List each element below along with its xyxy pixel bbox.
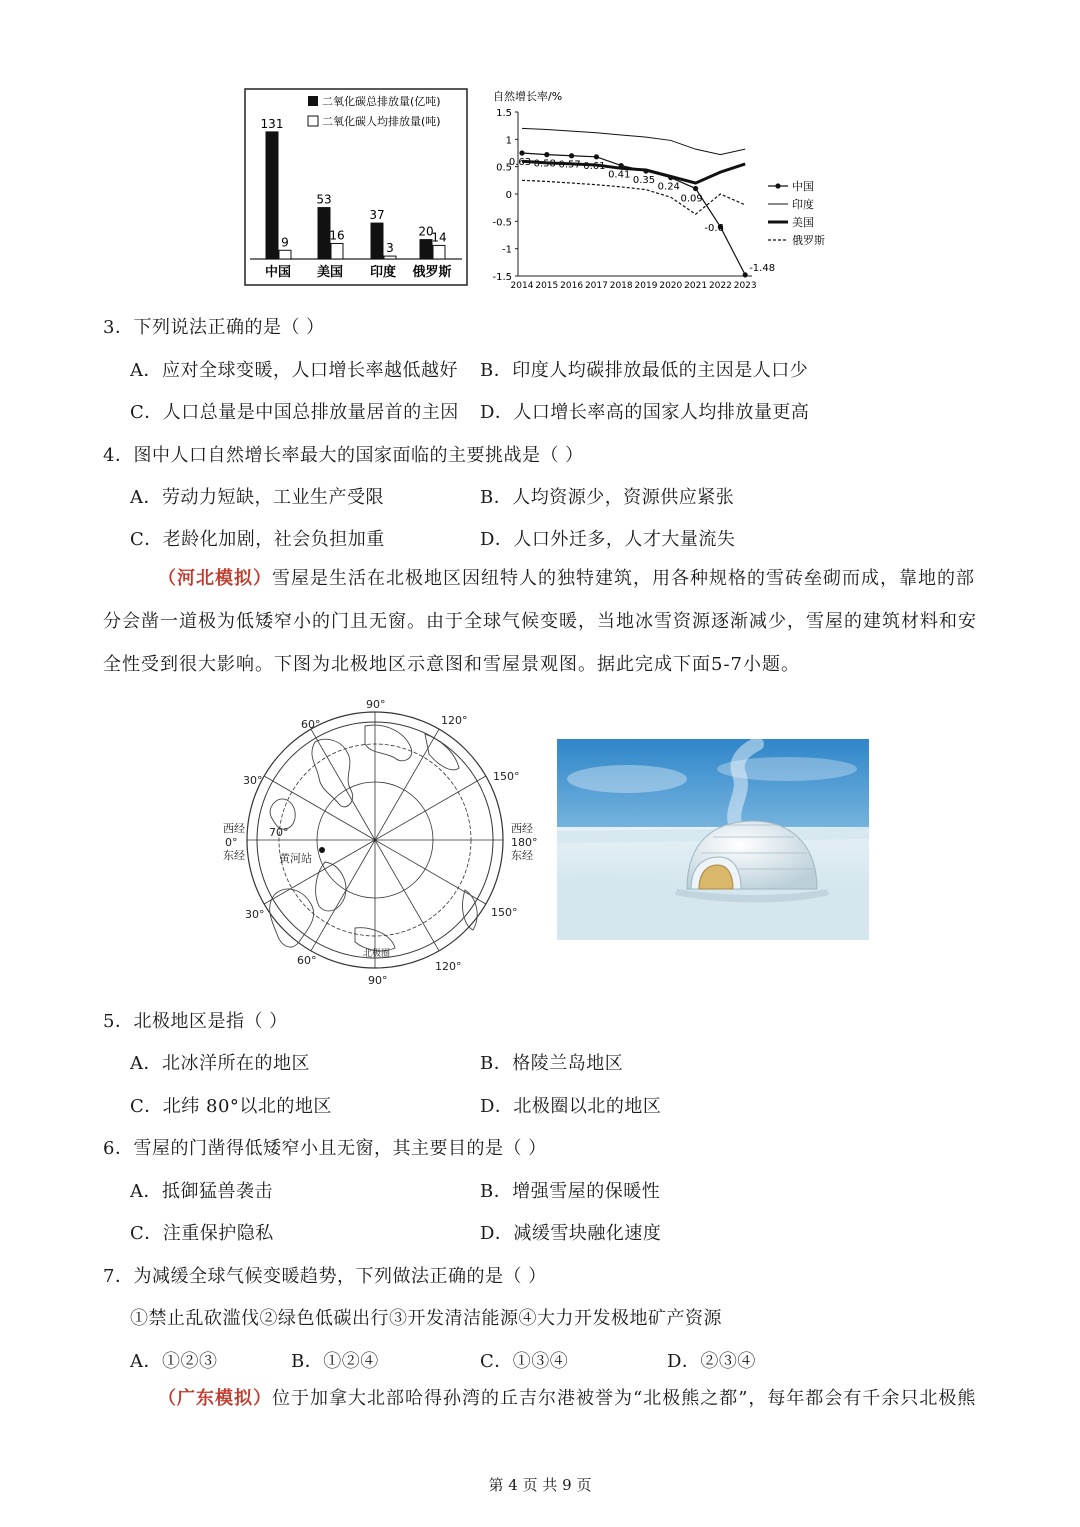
question-5-option-d[interactable]: D．北极圈以北的地区 bbox=[480, 1096, 662, 1117]
xtick-label-2023: 2023 bbox=[733, 281, 757, 291]
legend-usa: 美国 bbox=[792, 216, 814, 229]
question-7-option-b[interactable]: B．①②④ bbox=[291, 1351, 379, 1372]
line-chart-ylabel: 自然增长率/% bbox=[493, 90, 563, 103]
point-label-2020: 0.24 bbox=[657, 181, 680, 193]
map-label-arctic-circle: 北极圈 bbox=[363, 949, 391, 959]
bar-印度-0 bbox=[371, 223, 383, 259]
point-中国-2016 bbox=[569, 153, 574, 158]
question-7-option-a[interactable]: A．①②③ bbox=[130, 1351, 218, 1372]
question-3-option-a[interactable]: A．应对全球变暖，人口增长率越低越好 bbox=[130, 360, 458, 381]
map-label-60-top: 60° bbox=[301, 718, 321, 731]
map-label-east-right: 东经 bbox=[511, 849, 533, 862]
map-label-120-bottom: 120° bbox=[435, 960, 462, 973]
bar-category-印度: 印度 bbox=[369, 265, 397, 280]
bar-value-美国-0: 53 bbox=[316, 192, 332, 207]
igloo-photo bbox=[557, 739, 869, 940]
bar-中国-1 bbox=[279, 250, 291, 259]
question-4-option-b[interactable]: B．人均资源少，资源供应紧张 bbox=[480, 487, 735, 508]
question-7-option-d[interactable]: D．②③④ bbox=[667, 1351, 756, 1372]
line-legend bbox=[768, 179, 825, 247]
question-5-stem: 5．北极地区是指（ ） bbox=[103, 1011, 288, 1032]
legend-per-capita: 二氧化碳人均排放量(吨) bbox=[322, 115, 441, 128]
point-label-2018: 0.41 bbox=[608, 169, 631, 181]
question-5-option-b[interactable]: B．格陵兰岛地区 bbox=[480, 1053, 624, 1074]
xtick-label-2021: 2021 bbox=[684, 281, 708, 291]
xtick-label-2014: 2014 bbox=[510, 281, 534, 291]
map-label-90-bottom: 90° bbox=[368, 974, 388, 987]
map-label-station: 黄河站 bbox=[279, 852, 312, 865]
bar-category-中国: 中国 bbox=[264, 265, 292, 280]
xtick-label-2018: 2018 bbox=[609, 281, 633, 291]
bar-value-俄罗斯-0: 20 bbox=[418, 224, 434, 239]
map-label-west-right: 西经 bbox=[511, 822, 533, 835]
ytick-label-0: 0 bbox=[505, 190, 512, 201]
point-中国-2021 bbox=[693, 186, 698, 191]
point-中国-2014 bbox=[519, 150, 524, 155]
point-中国-2017 bbox=[594, 154, 599, 159]
point-label-2016: 0.57 bbox=[558, 159, 581, 171]
map-label-west-left: 西经 bbox=[223, 822, 245, 835]
passage-igloo-text: 雪屋是生活在北极地区因纽特人的独特建筑，用各种规格的雪砖垒砌而成，靠地的部分会凿一道极为低矮窄小的门且无窗。由于全球气候变暖，当地冰雪资源逐渐减少，雪屋的建筑材料和安全性受到很大影响。下图为北极地区示意图和雪屋景观图。据此完成下面5-7小题。 bbox=[103, 568, 977, 675]
map-label-0: 0° bbox=[225, 836, 238, 849]
point-label-2015: 0.58 bbox=[533, 158, 556, 170]
question-3-option-d[interactable]: D．人口增长率高的国家人均排放量更高 bbox=[480, 402, 810, 423]
ytick-label--1: -1 bbox=[502, 244, 512, 256]
map-meridian-4 bbox=[311, 840, 375, 951]
bar-中国-0 bbox=[266, 132, 278, 259]
question-5-option-c[interactable]: C．北纬 80°以北的地区 bbox=[130, 1096, 332, 1117]
legend-swatch-per-capita bbox=[308, 116, 318, 126]
bar-value-美国-1: 16 bbox=[329, 228, 345, 243]
question-3-option-b[interactable]: B．印度人均碳排放最低的主因是人口少 bbox=[480, 360, 809, 381]
question-6-option-c[interactable]: C．注重保护隐私 bbox=[130, 1223, 274, 1244]
question-6-option-a[interactable]: A．抵御猛兽袭击 bbox=[130, 1181, 273, 1202]
bar-value-俄罗斯-1: 14 bbox=[431, 230, 447, 245]
passage-polar-bear-source: （广东模拟） bbox=[158, 1388, 272, 1409]
bar-俄罗斯-1 bbox=[433, 245, 445, 259]
passage-polar-bear-text: 位于加拿大北部哈得孙湾的丘吉尔港被誉为“北极熊之都”，每年都会有千余只北极熊 bbox=[272, 1388, 977, 1409]
point-中国-2023 bbox=[743, 272, 748, 277]
question-6-option-b[interactable]: B．增强雪屋的保暖性 bbox=[480, 1181, 661, 1202]
point-label-2014: 0.63 bbox=[508, 157, 532, 168]
bar-value-中国-1: 9 bbox=[281, 235, 289, 250]
map-label-east-left: 东经 bbox=[223, 849, 245, 862]
map-label-lat-70: 70° bbox=[269, 826, 289, 839]
legend-india: 印度 bbox=[792, 198, 814, 211]
bar-印度-1 bbox=[384, 256, 396, 259]
series-line-印度 bbox=[522, 128, 745, 154]
map-label-30-left: 30° bbox=[243, 774, 263, 787]
map-label-120-top: 120° bbox=[441, 714, 468, 727]
bar-俄罗斯-0 bbox=[420, 240, 432, 259]
map-meridian-2 bbox=[375, 840, 439, 951]
question-4-option-c[interactable]: C．老龄化加剧，社会负担加重 bbox=[130, 529, 385, 550]
xtick-label-2019: 2019 bbox=[634, 281, 658, 291]
legend-russia: 俄罗斯 bbox=[792, 234, 825, 247]
point-label-2019: 0.35 bbox=[632, 175, 656, 187]
map-meridian-10 bbox=[375, 729, 439, 840]
growth-rate-line-chart bbox=[484, 86, 854, 292]
question-4-stem: 4．图中人口自然增长率最大的国家面临的主要挑战是（ ） bbox=[103, 445, 584, 466]
point-label-2021: 0.09 bbox=[680, 193, 703, 205]
xtick-label-2017: 2017 bbox=[584, 281, 608, 291]
ytick-label--0.5: -0.5 bbox=[492, 217, 512, 229]
passage-igloo bbox=[103, 557, 983, 686]
question-6-stem: 6．雪屋的门凿得低矮窄小且无窗，其主要目的是（ ） bbox=[103, 1138, 547, 1159]
question-3-stem: 3．下列说法正确的是（ ） bbox=[103, 317, 325, 338]
question-7-stem: 7．为减缓全球气候变暖趋势，下列做法正确的是（ ） bbox=[103, 1266, 547, 1287]
point-中国-2015 bbox=[544, 152, 549, 157]
map-label-60-bottom: 60° bbox=[297, 954, 317, 967]
co2-bar-chart bbox=[244, 88, 468, 286]
series-line-中国 bbox=[522, 153, 745, 275]
legend-swatch-total bbox=[308, 96, 318, 106]
xtick-label-2022: 2022 bbox=[708, 281, 732, 291]
map-meridian-11 bbox=[375, 776, 486, 840]
station-marker bbox=[319, 847, 325, 853]
map-label-150-bottom-right: 150° bbox=[491, 906, 518, 919]
ytick-label-1.5: 1.5 bbox=[496, 108, 512, 119]
map-label-30-bottom-left: 30° bbox=[245, 908, 265, 921]
bar-美国-1 bbox=[331, 243, 343, 259]
ytick-label-0.5: 0.5 bbox=[496, 162, 512, 174]
bar-美国-0 bbox=[318, 208, 330, 259]
xtick-label-2016: 2016 bbox=[560, 281, 584, 291]
bar-value-中国-0: 131 bbox=[260, 116, 284, 131]
question-7-items: ①禁止乱砍滥伐②绿色低碳出行③开发清洁能源④大力开发极地矿产资源 bbox=[130, 1308, 722, 1329]
map-label-90-top: 90° bbox=[366, 698, 386, 711]
bar-category-美国: 美国 bbox=[316, 265, 344, 280]
ytick-label--1.5: -1.5 bbox=[492, 272, 512, 283]
map-label-180: 180° bbox=[511, 836, 538, 849]
passage-igloo-source: （河北模拟） bbox=[158, 568, 272, 589]
point-label-2022: -0.6 bbox=[704, 222, 724, 234]
question-4-option-d[interactable]: D．人口外迁多，人才大量流失 bbox=[480, 529, 736, 550]
map-meridian-1 bbox=[375, 840, 486, 904]
question-5-option-a[interactable]: A．北冰洋所在的地区 bbox=[130, 1053, 310, 1074]
passage-polar-bear bbox=[103, 1377, 983, 1420]
legend-total: 二氧化碳总排放量(亿吨) bbox=[322, 95, 441, 108]
ytick-label-1: 1 bbox=[505, 135, 512, 147]
map-label-150-right: 150° bbox=[493, 770, 520, 783]
legend-china: 中国 bbox=[792, 180, 814, 193]
arctic-map bbox=[215, 694, 545, 988]
xtick-label-2020: 2020 bbox=[659, 281, 683, 291]
question-3-option-c[interactable]: C．人口总量是中国总排放量居首的主因 bbox=[130, 402, 459, 423]
question-4-option-a[interactable]: A．劳动力短缺，工业生产受限 bbox=[130, 487, 384, 508]
bar-category-俄罗斯: 俄罗斯 bbox=[412, 265, 452, 280]
bar-value-印度-1: 3 bbox=[386, 241, 394, 256]
point-label-2017: 0.61 bbox=[583, 160, 606, 172]
question-6-option-d[interactable]: D．减缓雪块融化速度 bbox=[480, 1223, 662, 1244]
page-footer: 第 4 页 共 9 页 bbox=[488, 1476, 592, 1494]
point-label-2023: -1.48 bbox=[749, 262, 776, 274]
xtick-label-2015: 2015 bbox=[535, 281, 559, 291]
question-7-option-c[interactable]: C．①③④ bbox=[480, 1351, 569, 1372]
bar-value-印度-0: 37 bbox=[369, 208, 385, 223]
